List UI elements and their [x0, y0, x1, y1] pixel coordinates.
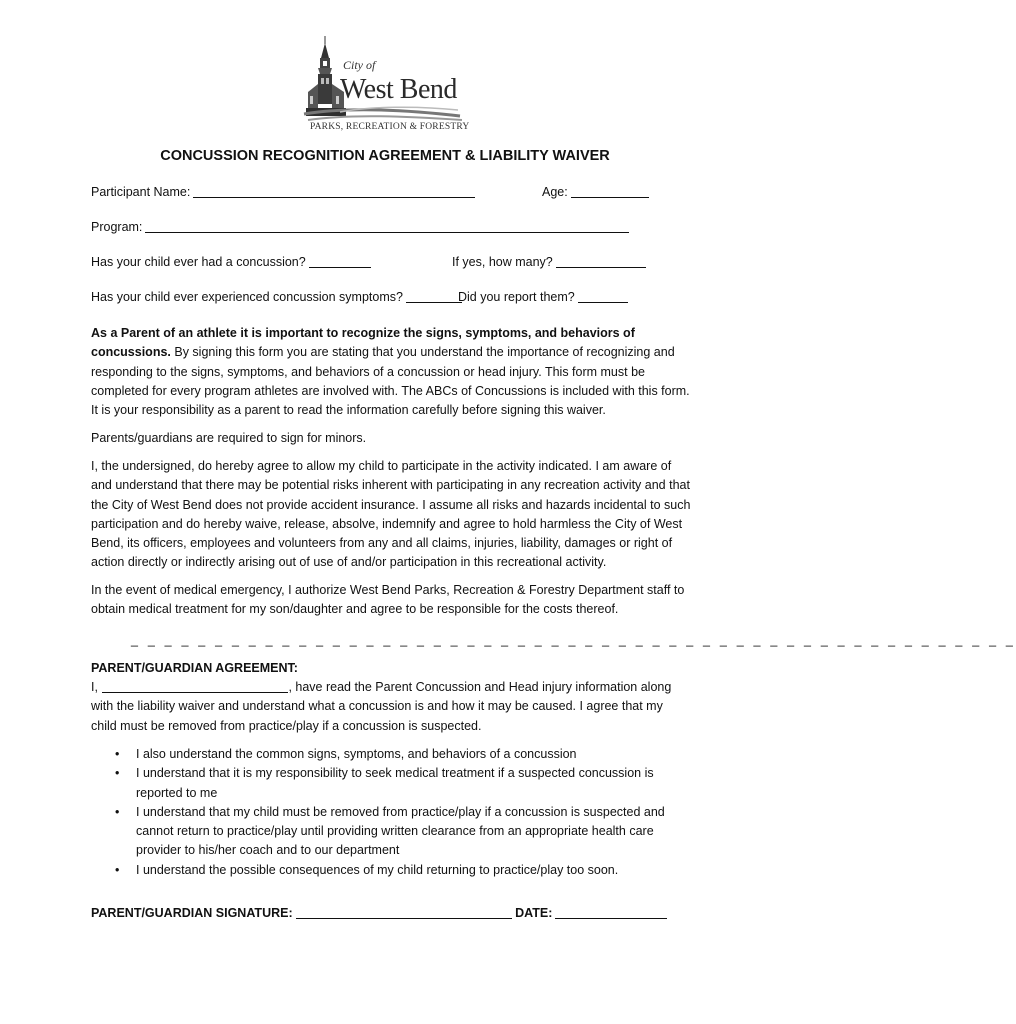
signature-label: PARENT/GUARDIAN SIGNATURE: — [91, 906, 293, 920]
intro-bold-text: As a Parent of an athlete it is important to recognize the signs, symptoms, and behaviors of concussions. — [91, 326, 635, 360]
bullet-icon: • — [115, 766, 120, 781]
how-many-line[interactable] — [556, 254, 646, 268]
symptoms-label: Has your child ever experienced concussion symptoms? — [91, 290, 403, 304]
agreement-heading: PARENT/GUARDIAN AGREEMENT: — [91, 661, 298, 675]
agreement-paragraph — [91, 678, 691, 736]
symptoms-line[interactable] — [406, 289, 462, 303]
agreement-text: , have read the Parent Concussion and Head injury information along with the liability waiver and understand what a concussion is and how it may be caused. I agree that my child must be removed from practice/play if a concussion is suspected. — [91, 680, 672, 733]
waiver-paragraph: I, the undersigned, do hereby agree to allow my child to participate in the activity indicated. I am aware of and understand that there may be potential risks inherent with participating in any recreation activity and that the City of West Bend does not provide accident insurance. I assume all risks and hazards incidental to such participation and do hereby waive, release, absolve, indemnify and agree to hold harmless the City of West Bend, its officers, employees and volunteers from any and all claims, injuries, liability, damages or right of action directly or indirectly arising out of use of and/or participation in this recreational activity. — [91, 459, 691, 570]
reported-line[interactable] — [578, 289, 628, 303]
participant-name-label: Participant Name: — [91, 185, 191, 199]
date-line[interactable] — [555, 905, 667, 919]
reported-label: Did you report them? — [458, 290, 575, 304]
form-title: CONCUSSION RECOGNITION AGREEMENT & LIABILITY WAIVER — [160, 148, 610, 164]
participant-name-field[interactable] — [91, 184, 475, 199]
bullet-icon: • — [115, 804, 120, 819]
how-many-label: If yes, how many? — [452, 255, 553, 269]
agreement-i-label: I, — [91, 680, 98, 694]
symptoms-field[interactable] — [91, 289, 462, 304]
agreement-bullet-list — [91, 745, 691, 880]
age-line[interactable] — [571, 184, 649, 198]
cut-line-separator: _ _ _ _ _ _ _ _ _ _ _ _ _ _ _ _ _ _ _ _ _ _ _ _ _ _ _ _ _ _ _ _ _ _ _ _ _ _ _ _ _ _ _ _ _ _ _ _ _ _ _ _ _ — [131, 633, 1016, 647]
list-item: • I understand that my child must be removed from practice/play if a concussion is suspected and cannot return to practice/play until providing written clearance from an appropriate health care provider to his/her coach and to our department — [115, 804, 665, 858]
signature-row — [91, 905, 667, 920]
logo-west-bend: West Bend — [340, 74, 457, 105]
date-label: DATE: — [515, 906, 553, 920]
age-field[interactable] — [542, 184, 649, 199]
had-concussion-field[interactable] — [91, 254, 371, 269]
medical-paragraph: In the event of medical emergency, I authorize West Bend Parks, Recreation & Forestry Department staff to obtain medical treatment for my son/daughter and agree to be responsible for the costs thereof. — [91, 583, 685, 617]
bullet-icon: • — [115, 862, 120, 877]
list-item: • I also understand the common signs, symptoms, and behaviors of a concussion — [91, 745, 691, 764]
intro-paragraph — [91, 324, 691, 420]
minors-paragraph: Parents/guardians are required to sign for minors. — [91, 431, 367, 445]
logo-city-of: City of — [343, 58, 376, 72]
bullet-icon: • — [115, 747, 120, 761]
participant-name-line[interactable] — [193, 184, 475, 198]
how-many-field[interactable] — [452, 254, 646, 269]
agreement-name-line[interactable] — [102, 679, 288, 693]
intro-text: By signing this form you are stating that you understand the importance of recognizing and responding to the signs, symptoms, and behaviors of a concussion or head injury. This form must be completed for every program athletes are involved with. The ABCs of Concussions is included with this form. It is your responsibility as a parent to read the information carefully before signing this waiver. — [91, 345, 690, 418]
age-label: Age: — [542, 185, 568, 199]
program-field[interactable] — [91, 219, 629, 234]
city-logo — [300, 34, 470, 136]
had-concussion-line[interactable] — [309, 254, 371, 268]
logo-department: PARKS, RECREATION & FORESTRY — [310, 122, 470, 132]
program-label: Program: — [91, 220, 143, 234]
signature-line[interactable] — [296, 905, 512, 919]
reported-field[interactable] — [458, 289, 628, 304]
had-concussion-label: Has your child ever had a concussion? — [91, 255, 306, 269]
list-item: • I understand that it is my responsibility to seek medical treatment if a suspected concussion is reported to me — [115, 766, 654, 800]
program-line[interactable] — [145, 219, 629, 233]
list-item: • I understand the possible consequences of my child returning to practice/play too soon. — [91, 861, 691, 880]
